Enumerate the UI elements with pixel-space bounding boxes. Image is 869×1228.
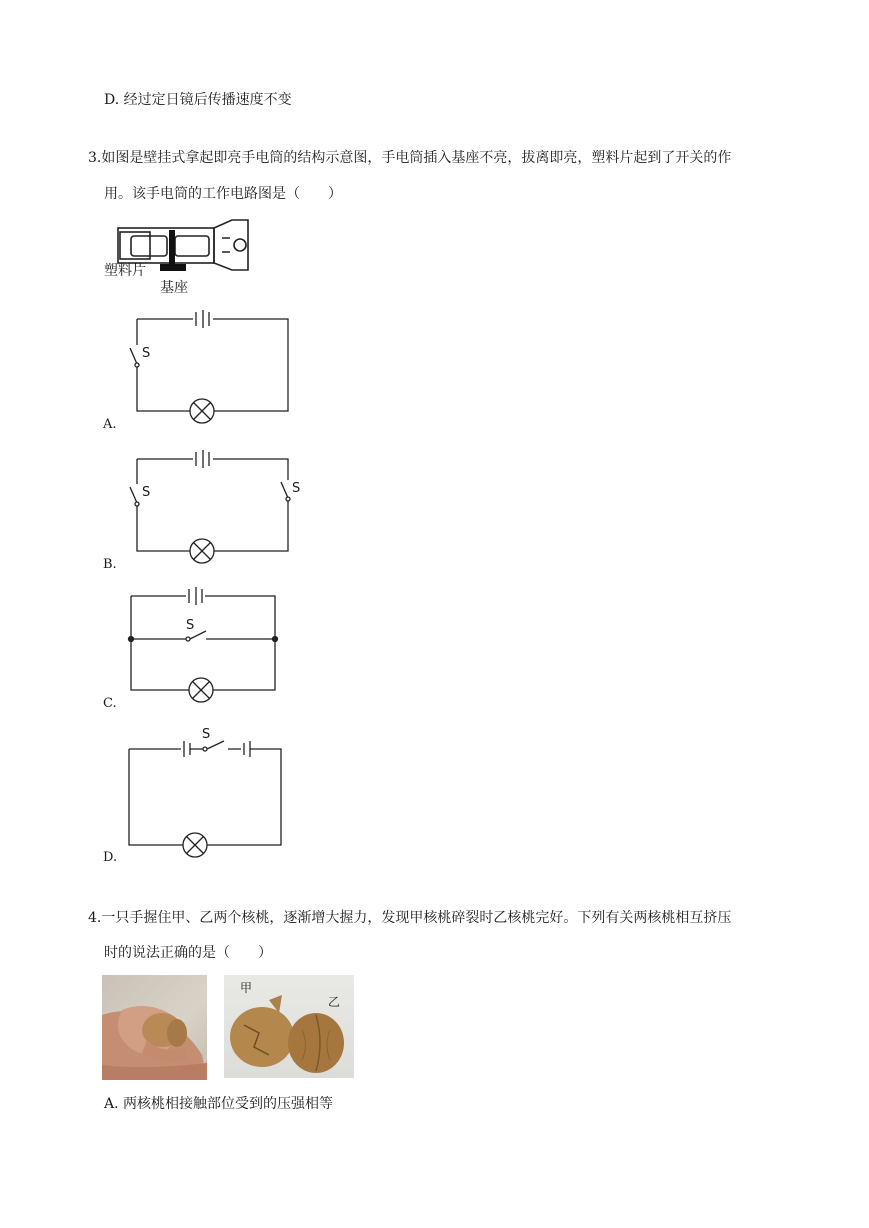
- circuit-c: [129, 587, 278, 702]
- switch-label-a: S: [142, 346, 151, 361]
- circuit-a: [130, 310, 288, 423]
- switch-label-d: S: [202, 727, 211, 742]
- plastic-strip-label: 塑料片: [104, 263, 146, 279]
- q3-stem-line2: 用。该手电筒的工作电路图是（ ）: [104, 186, 342, 202]
- switch-label-c: S: [186, 618, 195, 633]
- circuit-b: [130, 450, 290, 563]
- base-label: 基座: [160, 280, 188, 296]
- hand-holding-walnuts-photo: [102, 975, 207, 1080]
- q3-option-d: D.: [103, 850, 118, 865]
- walnut-jia-label: 甲: [240, 981, 253, 995]
- q3-option-a: A.: [103, 417, 117, 432]
- two-walnuts-photo: [224, 975, 354, 1078]
- q4-stem-line1: 4.一只手握住甲、乙两个核桃，逐渐增大握力，发现甲核桃碎裂时乙核桃完好。下列有关两核桃相互挤压: [88, 910, 732, 926]
- q3-option-c: C.: [103, 696, 117, 711]
- q3-option-b: B.: [103, 557, 117, 572]
- switch-label-b-left: S: [142, 485, 151, 500]
- circuit-d: [129, 741, 281, 857]
- battery-a: [196, 310, 209, 328]
- q4-stem-line2: 时的说法正确的是（ ）: [104, 945, 272, 961]
- switch-a: [130, 348, 137, 364]
- q2-option-d: D. 经过定日镜后传播速度不变: [104, 92, 292, 108]
- bulb-a: [190, 399, 214, 423]
- q4-option-a: A. 两核桃相接触部位受到的压强相等: [104, 1096, 334, 1112]
- switch-label-b-right: S: [292, 481, 301, 496]
- q3-stem-line1: 3.如图是壁挂式拿起即亮手电筒的结构示意图，手电筒插入基座不亮，拔离即亮，塑料片起到了开关的作: [88, 150, 732, 166]
- walnut-yi-label: 乙: [328, 995, 341, 1009]
